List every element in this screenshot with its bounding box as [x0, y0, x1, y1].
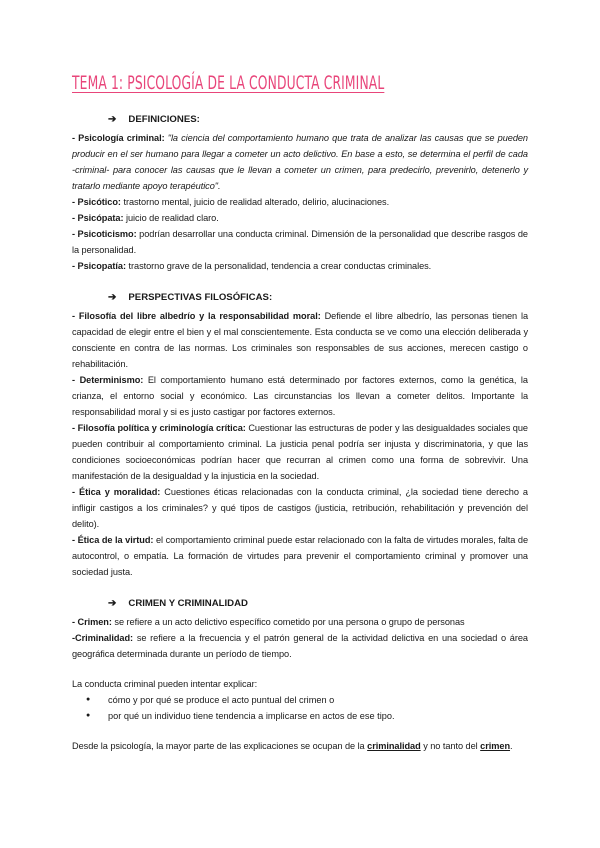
- term-label: - Psicoticismo:: [72, 229, 137, 239]
- paragraph-crimen: [72, 614, 528, 630]
- term-label: - Psicótico:: [72, 197, 121, 207]
- underlined-term: crimen: [480, 741, 511, 751]
- term-text: se refiere a la frecuencia y el patrón general de la actividad delictiva en una sociedad o área geográfica determinada durante un período de tiempo.: [72, 633, 528, 659]
- paragraph-criminalidad: [72, 630, 528, 662]
- section-heading-perspectivas: [108, 292, 528, 303]
- term-label: - Filosofía política y criminología crítica:: [72, 423, 246, 433]
- term-text: El comportamiento humano está determinado por factores externos, como la genética, la crianza, el entorno social y económico. Las circunstancias los llevan a cometer delitos. Importante la responsabilidad moral y si es justo castigar por factores externos.: [72, 375, 528, 417]
- term-text: se refiere a un acto delictivo específico cometido por una persona o grupo de personas: [114, 617, 465, 627]
- arrow-icon: ➔: [108, 598, 117, 609]
- section-heading-crimen: [108, 598, 528, 609]
- paragraph-determinismo: [72, 372, 528, 420]
- term-label: - Psicópata:: [72, 213, 124, 223]
- list-item-text: cómo y por qué se produce el acto puntual del crimen o: [108, 695, 335, 705]
- term-text: trastorno grave de la personalidad, tendencia a crear conductas criminales.: [128, 261, 432, 271]
- term-label: - Filosofía del libre albedrío y la responsabilidad moral:: [72, 311, 321, 321]
- list-item: [86, 708, 528, 724]
- section-heading-label: DEFINICIONES:: [128, 114, 200, 125]
- term-text: Cuestionar las estructuras de poder y las desigualdades sociales que pueden contribuir al comportamiento criminal. La justicia penal podría ser injusta y discriminatoria, y que las condiciones socioeconómicas podrían hacer que recurran al crimen como una forma de sobrevivir. Una manifestación de la desigualdad y la injusticia en la sociedad.: [72, 423, 528, 481]
- term-label: - Crimen:: [72, 617, 112, 627]
- paragraph-psicopatia: [72, 258, 528, 274]
- list-item-text: por qué un individuo tiene tendencia a implicarse en actos de ese tipo.: [108, 711, 395, 721]
- document-page: [72, 72, 528, 754]
- arrow-icon: ➔: [108, 114, 117, 125]
- term-text: "la ciencia del comportamiento humano que trata de analizar las causas que se pueden producir en el ser humano para llegar a cometer un acto delictivo. En base a esto, se determina el perfil de cada -criminal- para conocer las causas que le llevan a cometer un crimen, para predecirlo, prevenirlo, detenerlo y tratarlo mediante apoyo terapéutico".: [72, 133, 528, 191]
- term-label: - Ética de la virtud:: [72, 535, 154, 545]
- document-title: TEMA 1: PSICOLOGÍA DE LA CONDUCTA CRIMINAL: [72, 72, 385, 94]
- paragraph-psicologia-criminal: [72, 130, 528, 194]
- section-heading-definiciones: [108, 114, 528, 125]
- term-label: - Psicopatía:: [72, 261, 126, 271]
- term-label: - Ética y moralidad:: [72, 487, 161, 497]
- paragraph-psicoticismo: [72, 226, 528, 258]
- paragraph-psicotico: [72, 194, 528, 210]
- term-text: juicio de realidad claro.: [126, 213, 219, 223]
- term-text: Cuestiones éticas relacionadas con la conducta criminal, ¿la sociedad tiene derecho a infligir castigos a los criminales? y qué tipos de castigos (justicia, retribución, rehabilitación y prevención del delito).: [72, 487, 528, 529]
- conclusion-text: Desde la psicología, la mayor parte de las explicaciones se ocupan de la: [72, 741, 365, 751]
- paragraph-libre-albedrio: [72, 308, 528, 372]
- term-label: - Determinismo:: [72, 375, 144, 385]
- term-text: trastorno mental, juicio de realidad alterado, delirio, alucinaciones.: [123, 197, 390, 207]
- conclusion-text: y no tanto del: [423, 741, 478, 751]
- paragraph-psicopata: [72, 210, 528, 226]
- list-item: [86, 692, 528, 708]
- term-label: - Psicología criminal:: [72, 133, 165, 143]
- term-label: -Criminalidad:: [72, 633, 134, 643]
- term-text: podrían desarrollar una conducta criminal. Dimensión de la personalidad que describe rasgos de la personalidad.: [72, 229, 528, 255]
- term-text: el comportamiento criminal puede estar relacionado con la falta de virtudes morales, falta de autocontrol, o empatía. La formación de virtudes para prevenir el comportamiento criminal y promover una sociedad justa.: [72, 535, 529, 577]
- section-heading-label: PERSPECTIVAS FILOSÓFICAS:: [128, 292, 273, 303]
- bullet-list: [72, 692, 528, 724]
- paragraph-conclusion: [72, 738, 528, 754]
- bullet-icon: ●: [86, 696, 91, 703]
- paragraph-filosofia-politica: [72, 420, 528, 484]
- paragraph-intro-explicar: La conducta criminal pueden intentar explicar:: [72, 679, 258, 689]
- section-heading-label: CRIMEN Y CRIMINALIDAD: [128, 598, 248, 609]
- term-text: Defiende el libre albedrío, las personas tienen la capacidad de elegir entre el bien y el mal conscientemente. Esta conducta se ve como una elección deliberada y consciente en contra de las normas. Los criminales son responsables de sus acciones, merecen castigo o rehabilitación.: [72, 311, 529, 369]
- paragraph-etica-virtud: [72, 532, 528, 580]
- underlined-term: criminalidad: [367, 741, 421, 751]
- bullet-icon: ●: [86, 712, 91, 719]
- conclusion-end: .: [510, 741, 513, 751]
- arrow-icon: ➔: [108, 292, 117, 303]
- paragraph-etica-moralidad: [72, 484, 528, 532]
